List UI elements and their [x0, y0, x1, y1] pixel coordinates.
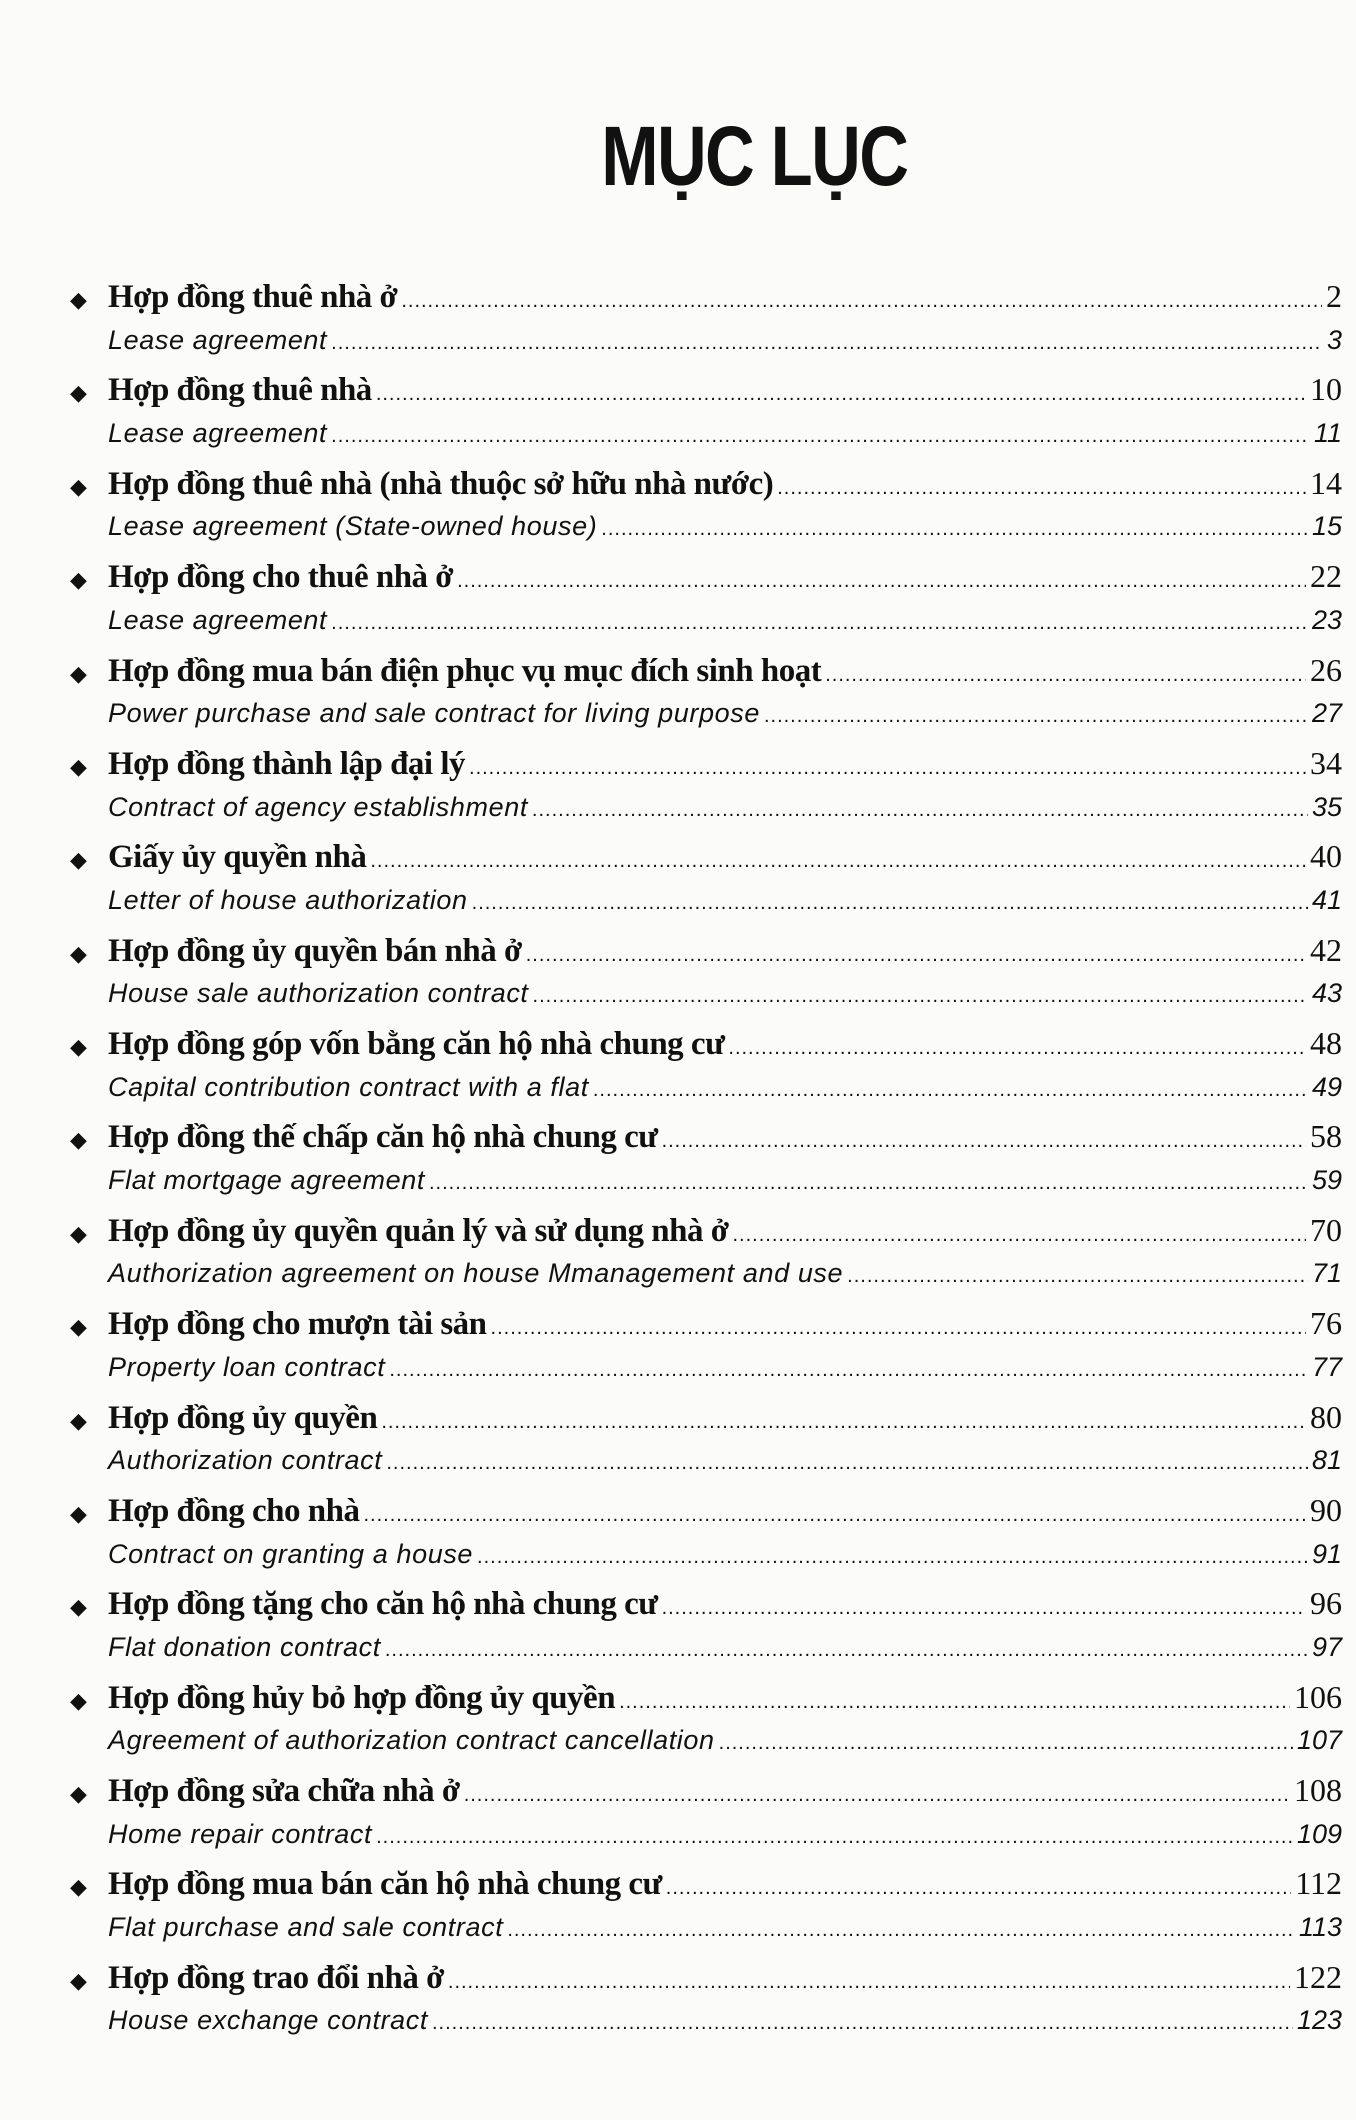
dot-leader: [719, 1732, 1293, 1755]
toc-entry-vietnamese[interactable]: [70, 1772, 1342, 1819]
page-number: 123: [1296, 2005, 1342, 2036]
toc-entry-vietnamese[interactable]: [70, 1959, 1342, 2006]
page-number: 106: [1294, 1678, 1342, 1715]
dot-leader: [477, 1546, 1308, 1569]
entry-title: Property loan contract: [108, 1351, 386, 1382]
entry-title: Flat donation contract: [108, 1631, 381, 1662]
dot-leader: [389, 1359, 1308, 1382]
dot-leader: [662, 1597, 1306, 1620]
page-number: 59: [1311, 1165, 1342, 1196]
diamond-bullet-icon: ◆: [70, 1875, 87, 1901]
entry-title: Hợp đồng thành lập đại lý: [108, 745, 466, 782]
entry-title: Hợp đồng thuê nhà ở: [108, 279, 398, 315]
entry-title: Authorization agreement on house Mmanagement and use: [108, 1258, 844, 1289]
dot-leader: [507, 1919, 1295, 1942]
toc-entry-vietnamese[interactable]: [70, 1212, 1342, 1259]
diamond-bullet-icon: ◆: [70, 848, 87, 874]
page-number: 22: [1310, 558, 1342, 595]
toc-entry-english[interactable]: [70, 1258, 1342, 1305]
toc-entry-english[interactable]: [70, 978, 1342, 1025]
page-number: 43: [1311, 978, 1342, 1009]
entry-title: Home repair contract: [108, 1818, 373, 1849]
entry-title: Authorization contract: [108, 1445, 383, 1476]
toc-entry-english[interactable]: [70, 1072, 1342, 1119]
page-number: 108: [1294, 1772, 1342, 1808]
dot-leader: [491, 1317, 1306, 1340]
dot-leader: [526, 944, 1306, 967]
page-number: 2: [1326, 278, 1342, 314]
page-number: 71: [1311, 1258, 1342, 1289]
dot-leader: [666, 1877, 1291, 1900]
diamond-bullet-icon: ◆: [70, 1688, 87, 1714]
entry-title: Flat mortgage agreement: [108, 1165, 425, 1196]
page-number: 27: [1311, 698, 1342, 729]
toc-entry-vietnamese[interactable]: [70, 465, 1342, 512]
page-number: 113: [1298, 1912, 1342, 1943]
toc-entry-vietnamese[interactable]: [70, 558, 1342, 605]
dot-leader: [401, 290, 1322, 313]
dot-leader: [376, 1826, 1293, 1849]
page-number: 34: [1310, 744, 1342, 781]
page-number: 10: [1310, 371, 1342, 408]
dot-leader: [331, 332, 1323, 355]
toc-entry-vietnamese[interactable]: [70, 1305, 1342, 1352]
dot-leader: [533, 985, 1308, 1008]
dot-leader: [464, 1784, 1290, 1807]
page-number: 42: [1310, 931, 1342, 968]
dot-leader: [370, 850, 1306, 873]
entry-title: Power purchase and sale contract for living purpose: [108, 698, 760, 729]
toc-entry-vietnamese[interactable]: [70, 371, 1342, 418]
toc-entry-english[interactable]: [70, 1819, 1342, 1866]
dot-leader: [386, 1452, 1308, 1475]
toc-entry-vietnamese[interactable]: [70, 1025, 1342, 1072]
diamond-bullet-icon: ◆: [70, 941, 87, 967]
page-number: 91: [1311, 1538, 1342, 1569]
dot-leader: [472, 892, 1308, 915]
page-number: 107: [1296, 1725, 1342, 1756]
page-number: 41: [1311, 884, 1342, 915]
diamond-bullet-icon: ◆: [70, 474, 87, 500]
entry-title: Hợp đồng ủy quyền: [108, 1399, 378, 1436]
toc-entry-english[interactable]: [70, 698, 1342, 745]
entry-title: Hợp đồng cho thuê nhà ở: [108, 559, 454, 596]
toc-entry-english[interactable]: [70, 325, 1342, 372]
entry-title: House exchange contract: [108, 2005, 428, 2036]
diamond-bullet-icon: ◆: [70, 1315, 87, 1341]
dot-leader: [825, 664, 1306, 687]
entry-title: Contract of agency establishment: [108, 791, 528, 822]
toc-entry-vietnamese[interactable]: [70, 1585, 1342, 1632]
page-number: 109: [1296, 1818, 1342, 1849]
diamond-bullet-icon: ◆: [70, 288, 87, 313]
dot-leader: [532, 799, 1308, 822]
entry-title: Hợp đồng mua bán căn hộ nhà chung cư: [108, 1866, 662, 1903]
page-number: 77: [1311, 1351, 1342, 1382]
entry-title: Lease agreement: [108, 324, 328, 355]
entry-title: Lease agreement (State-owned house): [108, 511, 598, 542]
page-number: 122: [1294, 1958, 1342, 1995]
entry-title: Lease agreement: [108, 418, 328, 449]
page-number: 35: [1311, 791, 1342, 822]
entry-title: Hợp đồng ủy quyền bán nhà ở: [108, 932, 522, 969]
dot-leader: [331, 612, 1308, 635]
page-number: 48: [1310, 1025, 1342, 1061]
page-title: MỤC LỤC: [601, 109, 908, 203]
dot-leader: [469, 757, 1306, 780]
diamond-bullet-icon: ◆: [70, 754, 87, 780]
toc-entry-vietnamese[interactable]: [70, 1679, 1342, 1726]
toc-entry-english[interactable]: [70, 1539, 1342, 1586]
entry-title: Capital contribution contract with a flat: [108, 1071, 589, 1102]
dot-leader: [376, 383, 1306, 406]
entry-title: Hợp đồng trao đổi nhà ở: [108, 1959, 444, 1996]
entry-title: Hợp đồng cho nhà: [108, 1492, 360, 1529]
entry-title: Giấy ủy quyền nhà: [108, 839, 367, 876]
dot-leader: [331, 425, 1310, 448]
dot-leader: [728, 1037, 1306, 1060]
diamond-bullet-icon: ◆: [70, 1595, 87, 1621]
entry-title: Hợp đồng góp vốn bằng căn hộ nhà chung cư: [108, 1026, 725, 1062]
entry-title: Flat purchase and sale contract: [108, 1912, 504, 1943]
page-number: 81: [1311, 1445, 1342, 1476]
toc-entry-vietnamese[interactable]: [70, 278, 1342, 325]
toc-entry-english[interactable]: [70, 418, 1342, 465]
entry-title: Hợp đồng ủy quyền quản lý và sử dụng nhà ở: [108, 1212, 729, 1249]
page-number: 40: [1310, 838, 1342, 875]
diamond-bullet-icon: ◆: [70, 1782, 87, 1807]
toc-entry-english[interactable]: [70, 2005, 1342, 2052]
entry-title: Hợp đồng thế chấp căn hộ nhà chung cư: [108, 1119, 658, 1156]
page-number: 58: [1310, 1118, 1342, 1155]
entry-title: Hợp đồng tặng cho căn hộ nhà chung cư: [108, 1586, 658, 1623]
page-number: 3: [1326, 324, 1342, 355]
entry-title: Hợp đồng thuê nhà (nhà thuộc sở hữu nhà nước): [108, 465, 774, 502]
page-number: 49: [1311, 1071, 1342, 1102]
toc-entry-vietnamese[interactable]: [70, 745, 1342, 792]
diamond-bullet-icon: ◆: [70, 1501, 87, 1527]
dot-leader: [847, 1265, 1308, 1288]
dot-leader: [777, 477, 1306, 500]
entry-title: Hợp đồng hủy bỏ hợp đồng ủy quyền: [108, 1679, 616, 1716]
entry-title: Hợp đồng sửa chữa nhà ở: [108, 1773, 460, 1809]
dot-leader: [448, 1971, 1290, 1994]
toc-entry-english[interactable]: [70, 1352, 1342, 1399]
diamond-bullet-icon: ◆: [70, 1035, 87, 1060]
page-number: 14: [1310, 464, 1342, 501]
page-number: 70: [1310, 1211, 1342, 1248]
dot-leader: [601, 518, 1308, 541]
diamond-bullet-icon: ◆: [70, 1221, 87, 1247]
toc-entry-english[interactable]: [70, 511, 1342, 558]
page-number: 26: [1310, 651, 1342, 688]
dot-leader: [381, 1411, 1306, 1434]
toc-entry-english[interactable]: [70, 605, 1342, 652]
entry-title: Agreement of authorization contract cancellation: [108, 1725, 715, 1756]
page-number: 112: [1295, 1865, 1342, 1902]
entry-title: Hợp đồng mua bán điện phục vụ mục đích sinh hoạt: [108, 652, 822, 689]
entry-title: Letter of house authorization: [108, 884, 468, 915]
toc-entry-english[interactable]: [70, 1165, 1342, 1212]
toc-entry-vietnamese[interactable]: [70, 1865, 1342, 1912]
dot-leader: [432, 2012, 1293, 2035]
page-number: 76: [1310, 1305, 1342, 1342]
dot-leader: [363, 1504, 1306, 1527]
dot-leader: [593, 1079, 1308, 1102]
page-number: 11: [1313, 418, 1342, 449]
page-number: 97: [1311, 1631, 1342, 1662]
toc-entry-vietnamese[interactable]: [70, 1399, 1342, 1446]
diamond-bullet-icon: ◆: [70, 568, 87, 594]
diamond-bullet-icon: ◆: [70, 1128, 87, 1154]
toc-entry-english[interactable]: [70, 1632, 1342, 1679]
entry-title: Contract on granting a house: [108, 1538, 474, 1569]
toc-entry-english[interactable]: [70, 1445, 1342, 1492]
dot-leader: [732, 1224, 1306, 1247]
toc-entry-english[interactable]: [70, 885, 1342, 932]
dot-leader: [385, 1639, 1308, 1662]
entry-title: Hợp đồng cho mượn tài sản: [108, 1306, 487, 1343]
page-number: 15: [1311, 511, 1342, 542]
entry-title: House sale authorization contract: [108, 978, 529, 1009]
page-number: 90: [1310, 1491, 1342, 1528]
toc-entry-vietnamese[interactable]: [70, 932, 1342, 979]
toc-entry-vietnamese[interactable]: [70, 652, 1342, 699]
diamond-bullet-icon: ◆: [70, 1968, 87, 1994]
diamond-bullet-icon: ◆: [70, 1408, 87, 1434]
dot-leader: [457, 570, 1306, 593]
table-of-contents: [70, 278, 1342, 2052]
page-number: 80: [1310, 1398, 1342, 1435]
dot-leader: [429, 1172, 1308, 1195]
entry-title: Hợp đồng thuê nhà: [108, 372, 372, 409]
page-number: 96: [1310, 1585, 1342, 1622]
dot-leader: [764, 705, 1308, 728]
toc-entry-vietnamese[interactable]: [70, 1492, 1342, 1539]
dot-leader: [662, 1130, 1306, 1153]
dot-leader: [619, 1691, 1290, 1714]
toc-entry-vietnamese[interactable]: [70, 838, 1342, 885]
toc-entry-english[interactable]: [70, 792, 1342, 839]
diamond-bullet-icon: ◆: [70, 661, 87, 687]
diamond-bullet-icon: ◆: [70, 381, 87, 407]
toc-entry-english[interactable]: [70, 1725, 1342, 1772]
toc-entry-vietnamese[interactable]: [70, 1118, 1342, 1165]
entry-title: Lease agreement: [108, 604, 328, 635]
toc-entry-english[interactable]: [70, 1912, 1342, 1959]
page-number: 23: [1311, 604, 1342, 635]
